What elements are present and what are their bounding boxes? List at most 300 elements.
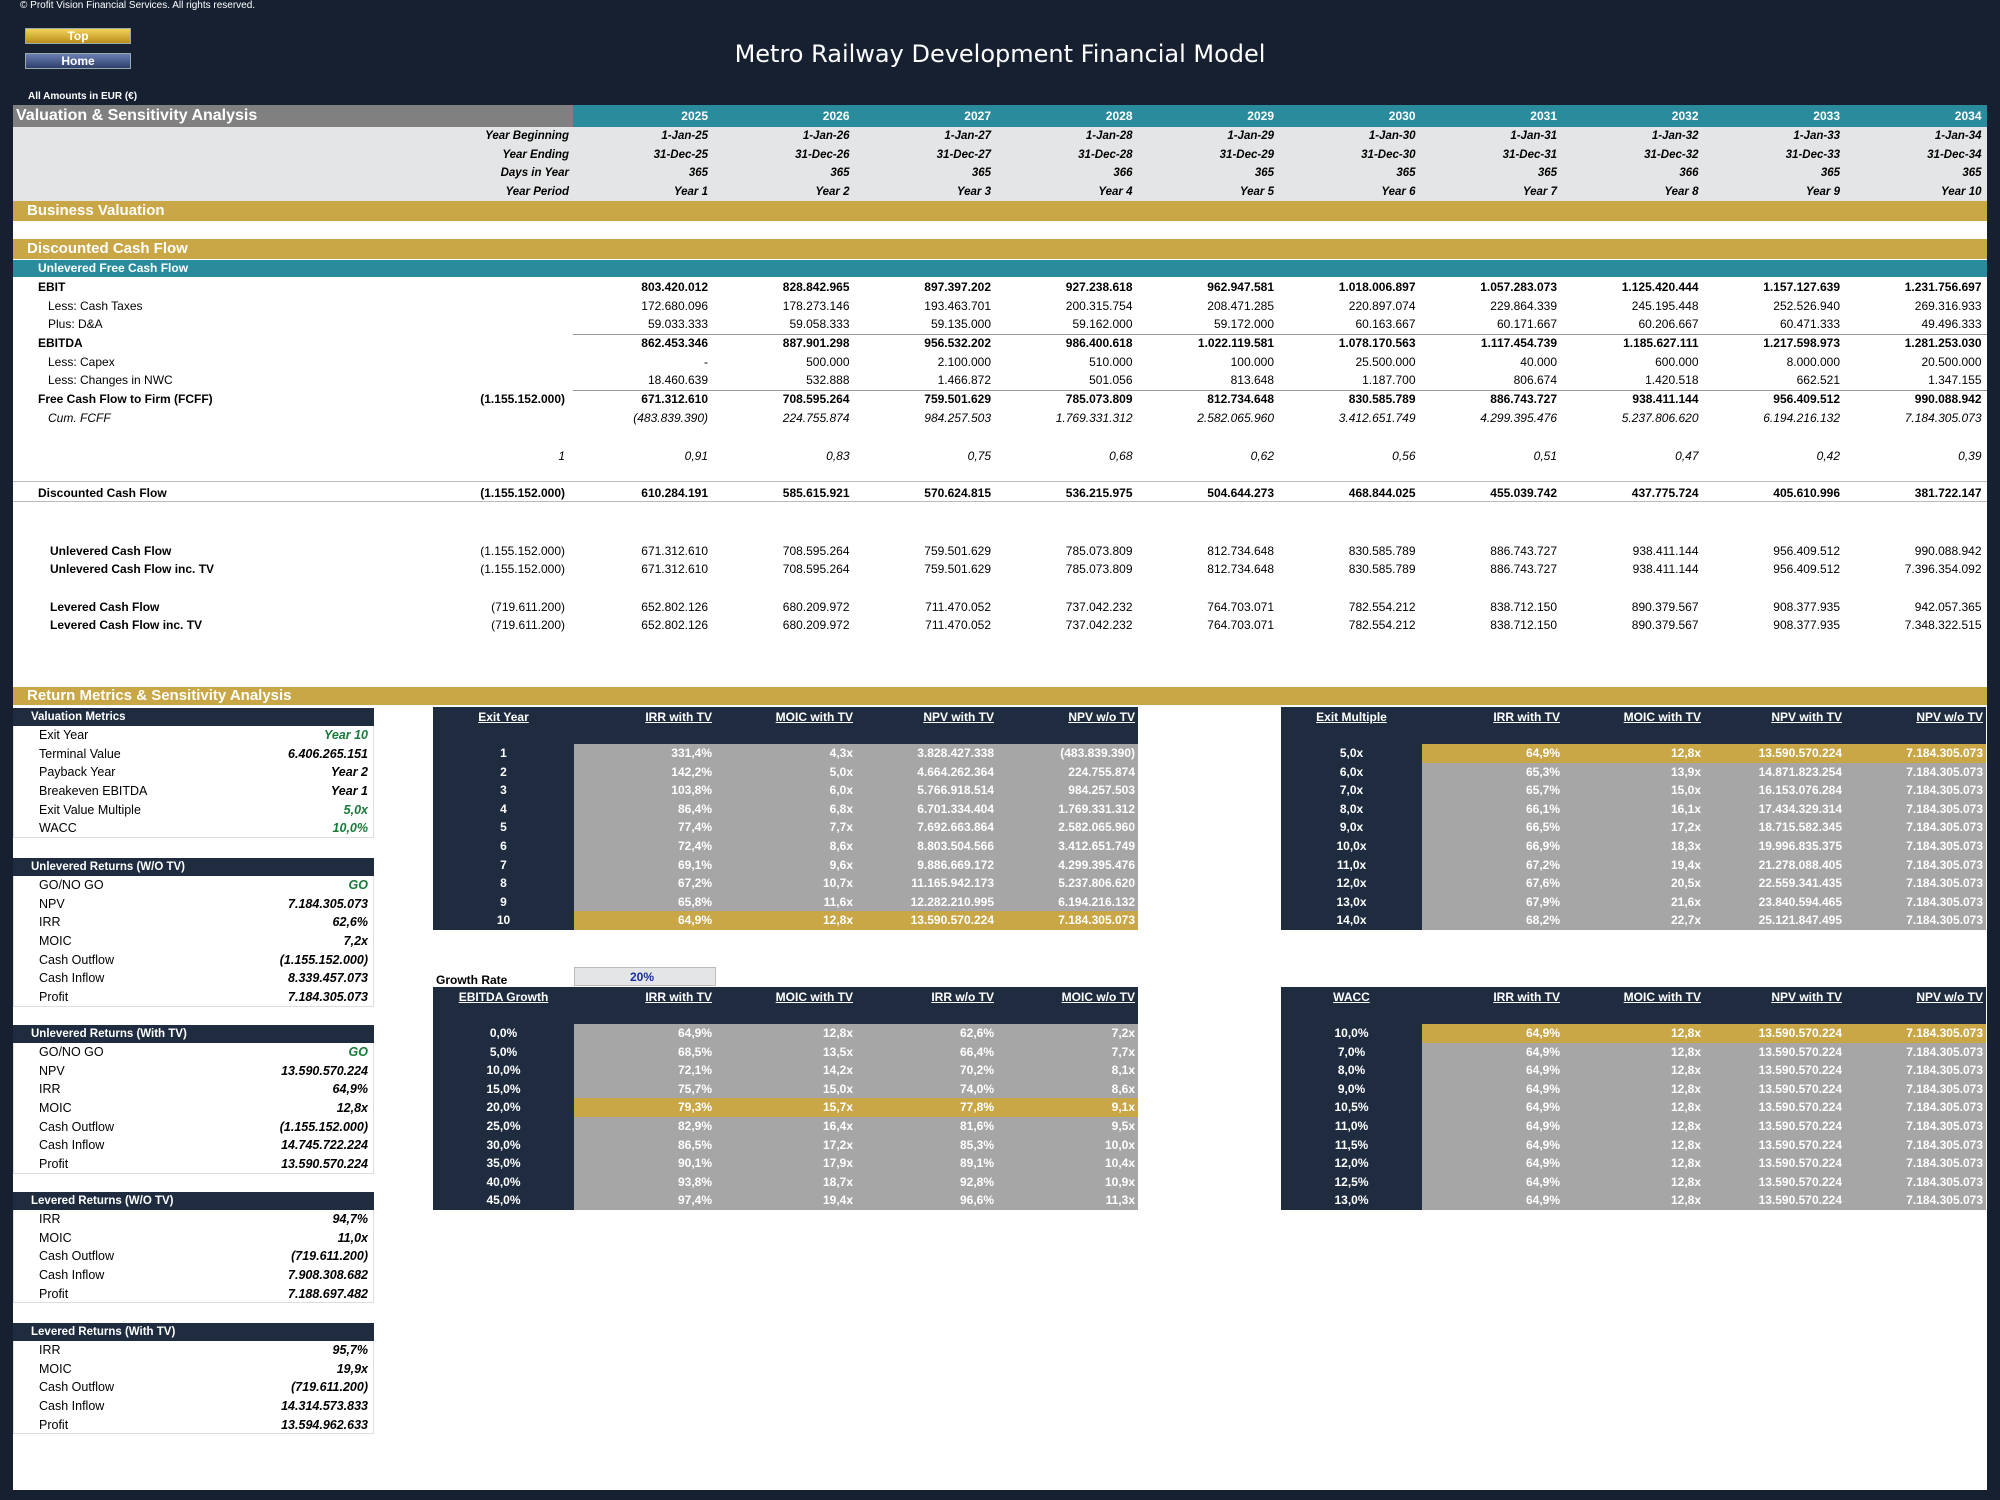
table-cell: 77,4% xyxy=(574,818,715,837)
metric-value: 12,8x xyxy=(336,1101,368,1116)
table-key-cell: 20,0% xyxy=(433,1098,574,1117)
year-label: 2034 xyxy=(1954,109,1982,123)
table-header: IRR w/o TV xyxy=(856,987,997,1007)
table-cell: 13.590.570.224 xyxy=(1704,1098,1845,1117)
header-row-label: Year Period xyxy=(505,185,569,198)
header-value: 366 xyxy=(1113,167,1133,179)
cashflow-value: 671.312.610 xyxy=(641,562,708,576)
cashflow-value: 942.057.365 xyxy=(1914,600,1982,614)
growth-rate-label: Growth Rate xyxy=(436,973,508,987)
metric-row xyxy=(13,745,374,764)
table-cell: 64,9% xyxy=(1422,1173,1563,1192)
divider xyxy=(573,334,1987,335)
table-cell: 22.559.341.435 xyxy=(1704,874,1845,893)
year-label: 2027 xyxy=(964,109,991,123)
metric-row xyxy=(13,1118,374,1137)
table-cell: 7.184.305.073 xyxy=(1845,800,1986,819)
metrics-block xyxy=(13,1192,374,1303)
metric-row xyxy=(13,726,374,745)
cashflow-value: 782.554.212 xyxy=(1348,618,1416,632)
cashflow-label: Unlevered Cash Flow inc. TV xyxy=(50,562,215,576)
metric-value: (1.155.152.000) xyxy=(279,1119,368,1134)
metric-label: Cash Outflow xyxy=(39,1249,115,1264)
dcf-value: 172.680.096 xyxy=(641,299,708,313)
table-cell: 8,1x xyxy=(997,1061,1138,1080)
metric-label: IRR xyxy=(39,1343,61,1357)
dcf-row-label: Less: Capex xyxy=(48,355,115,369)
table-cell: 64,9% xyxy=(1422,1136,1563,1155)
table-cell: 14,2x xyxy=(715,1061,856,1080)
table-cell: 12,8x xyxy=(1563,1136,1704,1155)
table-cell: 67,6% xyxy=(1422,874,1563,893)
metric-row xyxy=(13,763,374,782)
dcf-row-label: Free Cash Flow to Firm (FCFF) xyxy=(38,392,213,406)
metric-label: Profit xyxy=(39,1286,69,1301)
table-header: IRR with TV xyxy=(574,987,715,1007)
header-row-label: Year Beginning xyxy=(485,130,569,142)
header-value: 1-Jan-25 xyxy=(661,130,708,142)
table-header: WACC xyxy=(1281,987,1422,1007)
header-value: 366 xyxy=(1679,167,1699,179)
table-cell: 8.803.504.566 xyxy=(856,837,997,856)
table-key-cell: 9,0x xyxy=(1281,818,1422,837)
table-cell: 7.184.305.073 xyxy=(1845,1098,1986,1117)
table-cell: 3.828.427.338 xyxy=(856,744,997,763)
header-value: 31-Dec-29 xyxy=(1219,148,1274,161)
table-cell: 9,1x xyxy=(997,1098,1138,1117)
header-value: Year 4 xyxy=(1098,185,1133,198)
table-header: NPV w/o TV xyxy=(997,707,1138,727)
discounted-cf-label: Discounted Cash Flow xyxy=(38,486,167,500)
table-cell: 331,4% xyxy=(574,744,715,763)
table-cell: 13.590.570.224 xyxy=(1704,744,1845,763)
table-key-cell: 10,0x xyxy=(1281,837,1422,856)
table-cell: 15,0x xyxy=(715,1080,856,1099)
dcf-value: 886.743.727 xyxy=(1490,392,1557,406)
dcf-value: 1.018.006.897 xyxy=(1338,280,1416,294)
metric-label: Breakeven EBITDA xyxy=(39,784,148,799)
dcf-value: 708.595.264 xyxy=(782,392,850,406)
dcf-initial-value: (1.155.152.000) xyxy=(480,392,565,406)
dcf-value: 59.162.000 xyxy=(1072,317,1133,331)
dcf-value: 1.117.454.739 xyxy=(1480,336,1557,350)
table-header: NPV with TV xyxy=(1704,987,1845,1007)
table-cell: 64,9% xyxy=(1422,1061,1563,1080)
table-key-cell: 7,0x xyxy=(1281,781,1422,800)
dcf-value: 178.273.146 xyxy=(782,299,850,313)
home-button[interactable]: Home xyxy=(25,53,131,69)
table-key-cell: 2 xyxy=(433,763,574,782)
table-cell: 7.692.663.864 xyxy=(856,818,997,837)
dcf-value: 1.022.119.581 xyxy=(1197,336,1274,350)
dcf-value: 59.058.333 xyxy=(789,317,850,331)
table-cell: 6.194.216.132 xyxy=(997,893,1138,912)
metric-label: IRR xyxy=(39,915,61,930)
table-cell: 13.590.570.224 xyxy=(856,911,997,930)
table-cell: 13.590.570.224 xyxy=(1704,1154,1845,1173)
dcf-value: 956.532.202 xyxy=(924,336,991,350)
table-cell: 65,7% xyxy=(1422,781,1563,800)
table-cell: 11,6x xyxy=(715,893,856,912)
metrics-block-title: Valuation Metrics xyxy=(13,708,374,726)
cashflow-initial: (719.611.200) xyxy=(491,600,565,614)
table-cell: 142,2% xyxy=(574,763,715,782)
metric-row xyxy=(13,1080,374,1099)
table-cell: 5,0x xyxy=(715,763,856,782)
dcf-value: 59.172.000 xyxy=(1213,317,1274,331)
year-label: 2028 xyxy=(1105,109,1133,123)
table-cell: 8,6x xyxy=(715,837,856,856)
discount-factor: 0,51 xyxy=(1533,449,1557,463)
table-header: Exit Year xyxy=(433,707,574,727)
metric-row xyxy=(13,1136,374,1155)
cashflow-row xyxy=(13,560,1987,579)
header-value: 1-Jan-31 xyxy=(1510,130,1557,142)
table-cell: 13.590.570.224 xyxy=(1704,1173,1845,1192)
table-key-cell: 30,0% xyxy=(433,1136,574,1155)
dcf-value: 193.463.701 xyxy=(924,299,991,313)
table-cell: 7,7x xyxy=(997,1043,1138,1062)
header-value: 31-Dec-25 xyxy=(653,148,708,161)
header-row xyxy=(13,164,1987,183)
dcf-value: 200.315.754 xyxy=(1065,299,1133,313)
dcf-value: 40.000 xyxy=(1520,355,1557,369)
table-key-cell: 40,0% xyxy=(433,1173,574,1192)
table-cell: 9.886.669.172 xyxy=(856,856,997,875)
divider xyxy=(573,390,1987,391)
year-label: 2026 xyxy=(822,109,850,123)
table-cell: 7.184.305.073 xyxy=(1845,1136,1986,1155)
header-value: 31-Dec-32 xyxy=(1644,148,1699,161)
spreadsheet xyxy=(13,105,1987,1490)
cashflow-value: 737.042.232 xyxy=(1065,618,1133,632)
dcf-value: 7.184.305.073 xyxy=(1904,411,1982,425)
cashflow-value: 711.470.052 xyxy=(925,618,991,632)
dcf-value: 5.237.806.620 xyxy=(1621,411,1699,425)
table-key-cell: 5,0% xyxy=(433,1043,574,1062)
cashflow-label: Levered Cash Flow xyxy=(50,600,160,614)
discount-factor: 0,39 xyxy=(1958,449,1982,463)
growth-rate-input[interactable]: 20% xyxy=(574,967,716,986)
table-key-cell: 5 xyxy=(433,818,574,837)
table-key-cell: 11,0x xyxy=(1281,856,1422,875)
dcf-value: 812.734.648 xyxy=(1207,392,1274,406)
table-cell: 2.582.065.960 xyxy=(997,818,1138,837)
top-button[interactable]: Top xyxy=(25,28,131,44)
cashflow-value: 785.073.809 xyxy=(1065,544,1133,558)
metric-label: Cash Inflow xyxy=(39,1268,105,1283)
table-cell: 16,1x xyxy=(1563,800,1704,819)
cashflow-row xyxy=(13,542,1987,561)
metric-value: 8.339.457.073 xyxy=(288,971,368,986)
cashflow-value: 671.312.610 xyxy=(641,544,708,558)
table-header: MOIC with TV xyxy=(1563,987,1704,1007)
table-cell: 7.184.305.073 xyxy=(1845,1173,1986,1192)
metric-label: Profit xyxy=(39,1417,69,1432)
table-cell: 9,5x xyxy=(997,1117,1138,1136)
table-cell: 12,8x xyxy=(1563,1117,1704,1136)
table-key-cell: 45,0% xyxy=(433,1191,574,1210)
table-cell: 6.701.334.404 xyxy=(856,800,997,819)
header-spacer xyxy=(433,1007,574,1024)
table-cell: 9,6x xyxy=(715,856,856,875)
metric-label: WACC xyxy=(39,821,77,836)
table-key-cell: 7,0% xyxy=(1281,1043,1422,1062)
header-value: Year 6 xyxy=(1381,185,1416,198)
metric-label: Cash Inflow xyxy=(39,1138,105,1153)
header-value: 1-Jan-29 xyxy=(1227,130,1274,142)
dcf-value: 4.299.395.476 xyxy=(1480,411,1557,425)
header-spacer xyxy=(1281,1007,1422,1024)
dcf-row-label: EBIT xyxy=(38,280,66,294)
table-key-cell: 15,0% xyxy=(433,1080,574,1099)
table-cell: 20,5x xyxy=(1563,874,1704,893)
table-top-spacer xyxy=(574,1007,1138,1024)
table-cell: 6,0x xyxy=(715,781,856,800)
table-cell: 64,9% xyxy=(1422,1117,1563,1136)
metric-value: 7.184.305.073 xyxy=(288,990,368,1005)
table-cell: 66,9% xyxy=(1422,837,1563,856)
header-value: 1-Jan-34 xyxy=(1934,130,1982,142)
cashflow-value: 680.209.972 xyxy=(782,618,850,632)
metric-row xyxy=(13,951,374,970)
dcf-value: 60.163.667 xyxy=(1355,317,1416,331)
metric-row xyxy=(13,1229,374,1248)
table-cell: 18.715.582.345 xyxy=(1704,818,1845,837)
table-cell: 69,1% xyxy=(574,856,715,875)
metric-value: (719.611.200) xyxy=(291,1249,368,1264)
discount-factor: 0,75 xyxy=(967,449,991,463)
metric-row xyxy=(13,1360,374,1379)
metric-value: Year 1 xyxy=(330,784,368,799)
table-cell: 12,8x xyxy=(715,911,856,930)
table-header: NPV with TV xyxy=(1704,707,1845,727)
discounted-cf-value: 437.775.724 xyxy=(1631,486,1699,500)
table-key-cell: 3 xyxy=(433,781,574,800)
table-cell: 7,2x xyxy=(997,1024,1138,1043)
header-value: 365 xyxy=(688,167,708,179)
dcf-value: 6.194.216.132 xyxy=(1763,411,1840,425)
metric-value: 14.314.573.833 xyxy=(281,1399,368,1414)
metrics-block xyxy=(13,1025,374,1174)
table-header: NPV w/o TV xyxy=(1845,987,1986,1007)
metric-row xyxy=(13,932,374,951)
dcf-value: 25.500.000 xyxy=(1355,355,1416,369)
discounted-cf-value: 610.284.191 xyxy=(641,486,708,500)
table-key-cell: 5,0x xyxy=(1281,744,1422,763)
cashflow-value: 7.396.354.092 xyxy=(1904,562,1982,576)
table-cell: 17,2x xyxy=(715,1136,856,1155)
discount-factor: 0,56 xyxy=(1392,449,1416,463)
header-value: Year 2 xyxy=(815,185,850,198)
table-cell: 17.434.329.314 xyxy=(1704,800,1845,819)
table-cell: 12,8x xyxy=(1563,1043,1704,1062)
metric-label: Cash Outflow xyxy=(39,1380,115,1395)
discount-factor: 0,83 xyxy=(826,449,850,463)
metric-label: MOIC xyxy=(39,1361,72,1376)
metric-label: Cash Inflow xyxy=(39,1399,105,1414)
table-key-cell: 12,5% xyxy=(1281,1173,1422,1192)
dcf-row-label: Less: Cash Taxes xyxy=(48,299,143,313)
table-cell: 19,4x xyxy=(715,1191,856,1210)
cashflow-value: 956.409.512 xyxy=(1773,544,1840,558)
cashflow-initial: (1.155.152.000) xyxy=(480,562,565,576)
header-value: 31-Dec-26 xyxy=(795,148,850,161)
header-row-label: Year Ending xyxy=(502,148,569,161)
metric-value: Year 2 xyxy=(330,765,368,780)
table-top-spacer xyxy=(1422,727,1986,744)
metric-label: Cash Inflow xyxy=(39,971,105,986)
table-cell: 64,9% xyxy=(1422,1098,1563,1117)
table-cell: 74,0% xyxy=(856,1080,997,1099)
dcf-value: 1.769.331.312 xyxy=(1055,411,1133,425)
table-cell: 64,9% xyxy=(1422,1024,1563,1043)
metrics-block xyxy=(13,708,374,838)
dcf-value: (483.839.390) xyxy=(633,411,708,425)
cashflow-value: 830.585.789 xyxy=(1348,544,1416,558)
dcf-value: 229.864.339 xyxy=(1490,299,1557,313)
table-cell: 64,9% xyxy=(1422,1191,1563,1210)
header-value: 31-Dec-33 xyxy=(1785,148,1840,161)
metric-value: 13.590.570.224 xyxy=(281,1063,368,1078)
table-cell: 11.165.942.173 xyxy=(856,874,997,893)
dcf-value: 1.187.700 xyxy=(1362,373,1416,387)
dcf-value: 532.888 xyxy=(806,373,850,387)
metric-label: IRR xyxy=(39,1212,61,1226)
table-cell: 13.590.570.224 xyxy=(1704,1061,1845,1080)
table-cell: 64,9% xyxy=(1422,1154,1563,1173)
table-cell: 77,8% xyxy=(856,1098,997,1117)
table-header: EBITDA Growth xyxy=(433,987,574,1007)
dcf-value: 990.088.942 xyxy=(1914,392,1982,406)
table-cell: 64,9% xyxy=(1422,744,1563,763)
table-cell: 7.184.305.073 xyxy=(1845,1191,1986,1210)
dcf-value: 759.501.629 xyxy=(924,392,991,406)
units-label: All Amounts in EUR (€) xyxy=(28,91,138,102)
year-label: 2033 xyxy=(1813,109,1840,123)
table-key-cell: 9 xyxy=(433,893,574,912)
metric-value: 7.184.305.073 xyxy=(288,896,368,911)
table-header: MOIC w/o TV xyxy=(997,987,1138,1007)
dcf-value: 962.947.581 xyxy=(1207,280,1274,294)
dcf-row xyxy=(13,315,1987,334)
table-key-cell: 8,0x xyxy=(1281,800,1422,819)
dcf-value: 671.312.610 xyxy=(641,392,708,406)
table-key-cell: 12,0x xyxy=(1281,874,1422,893)
table-cell: 65,3% xyxy=(1422,763,1563,782)
cashflow-value: 886.743.727 xyxy=(1490,562,1557,576)
metric-value: 62,6% xyxy=(332,915,368,930)
dcf-value: 1.057.283.073 xyxy=(1480,280,1557,294)
cashflow-value: 737.042.232 xyxy=(1065,600,1133,614)
header-value: 31-Dec-27 xyxy=(936,148,991,161)
table-cell: 68,5% xyxy=(574,1043,715,1062)
table-key-cell: 35,0% xyxy=(433,1154,574,1173)
metric-label: Exit Year xyxy=(39,728,89,742)
year-label: 2031 xyxy=(1530,109,1557,123)
cashflow-value: 759.501.629 xyxy=(924,562,991,576)
header-value: 365 xyxy=(830,167,850,179)
table-cell: 4,3x xyxy=(715,744,856,763)
cashflow-value: 764.703.071 xyxy=(1207,618,1274,632)
table-key-cell: 9,0% xyxy=(1281,1080,1422,1099)
cashflow-value: 890.379.567 xyxy=(1631,600,1699,614)
table-key-cell: 4 xyxy=(433,800,574,819)
table-cell: 5.237.806.620 xyxy=(997,874,1138,893)
metric-row xyxy=(13,1285,374,1304)
metric-value: 64,9% xyxy=(332,1082,368,1097)
metrics-block xyxy=(13,1323,374,1434)
discount-factor: 0,42 xyxy=(1816,449,1840,463)
metrics-block-title: Levered Returns (W/O TV) xyxy=(13,1192,374,1210)
table-cell: 86,4% xyxy=(574,800,715,819)
discount-factor: 0,62 xyxy=(1250,449,1274,463)
table-key-cell: 11,5% xyxy=(1281,1136,1422,1155)
metric-label: Profit xyxy=(39,990,69,1005)
dcf-row xyxy=(13,371,1987,390)
table-key-cell: 1 xyxy=(433,744,574,763)
cashflow-value: 886.743.727 xyxy=(1490,544,1557,558)
table-key-cell: 10 xyxy=(433,911,574,930)
dcf-value: 1.420.518 xyxy=(1645,373,1699,387)
discount-factor: 0,47 xyxy=(1675,449,1699,463)
metric-row xyxy=(13,1378,374,1397)
table-cell: 7.184.305.073 xyxy=(1845,744,1986,763)
table-cell: 7.184.305.073 xyxy=(1845,763,1986,782)
header-value: Year 9 xyxy=(1805,185,1840,198)
dcf-value: 806.674 xyxy=(1513,373,1557,387)
table-cell: 66,5% xyxy=(1422,818,1563,837)
table-cell: 18,3x xyxy=(1563,837,1704,856)
dcf-row xyxy=(13,353,1987,372)
table-key-cell: 7 xyxy=(433,856,574,875)
metric-row xyxy=(13,1099,374,1118)
header-value: 31-Dec-28 xyxy=(1078,148,1133,161)
table-key-cell: 11,0% xyxy=(1281,1117,1422,1136)
table-top-spacer xyxy=(1422,1007,1986,1024)
year-label: 2025 xyxy=(681,109,708,123)
table-cell: 16,4x xyxy=(715,1117,856,1136)
dcf-value: 1.281.253.030 xyxy=(1904,336,1982,350)
table-header: NPV with TV xyxy=(856,707,997,727)
metric-value: 13.594.962.633 xyxy=(281,1417,368,1432)
header-row xyxy=(13,146,1987,165)
table-cell: 12,8x xyxy=(1563,1173,1704,1192)
band-dcf: Discounted Cash Flow xyxy=(13,239,1987,259)
dcf-value: 1.231.756.697 xyxy=(1904,280,1982,294)
table-key-cell: 10,0% xyxy=(1281,1024,1422,1043)
header-value: Year 1 xyxy=(673,185,708,198)
metric-label: Cash Outflow xyxy=(39,1119,115,1134)
dcf-value: 1.185.627.111 xyxy=(1623,336,1699,350)
table-cell: 10,0x xyxy=(997,1136,1138,1155)
table-cell: 1.769.331.312 xyxy=(997,800,1138,819)
cashflow-value: 908.377.935 xyxy=(1773,618,1840,632)
table-cell: 66,4% xyxy=(856,1043,997,1062)
metric-row xyxy=(13,895,374,914)
dcf-value: 60.471.333 xyxy=(1779,317,1840,331)
table-cell: 3.412.651.749 xyxy=(997,837,1138,856)
table-header: MOIC with TV xyxy=(1563,707,1704,727)
cashflow-value: 782.554.212 xyxy=(1348,600,1416,614)
table-cell: 92,8% xyxy=(856,1173,997,1192)
dcf-value: 3.412.651.749 xyxy=(1338,411,1416,425)
discounted-cf-value: 504.644.273 xyxy=(1207,486,1274,500)
discounted-cf-value: 455.039.742 xyxy=(1490,486,1557,500)
cashflow-row xyxy=(13,616,1987,635)
table-cell: 12,8x xyxy=(1563,1191,1704,1210)
table-cell: 85,3% xyxy=(856,1136,997,1155)
